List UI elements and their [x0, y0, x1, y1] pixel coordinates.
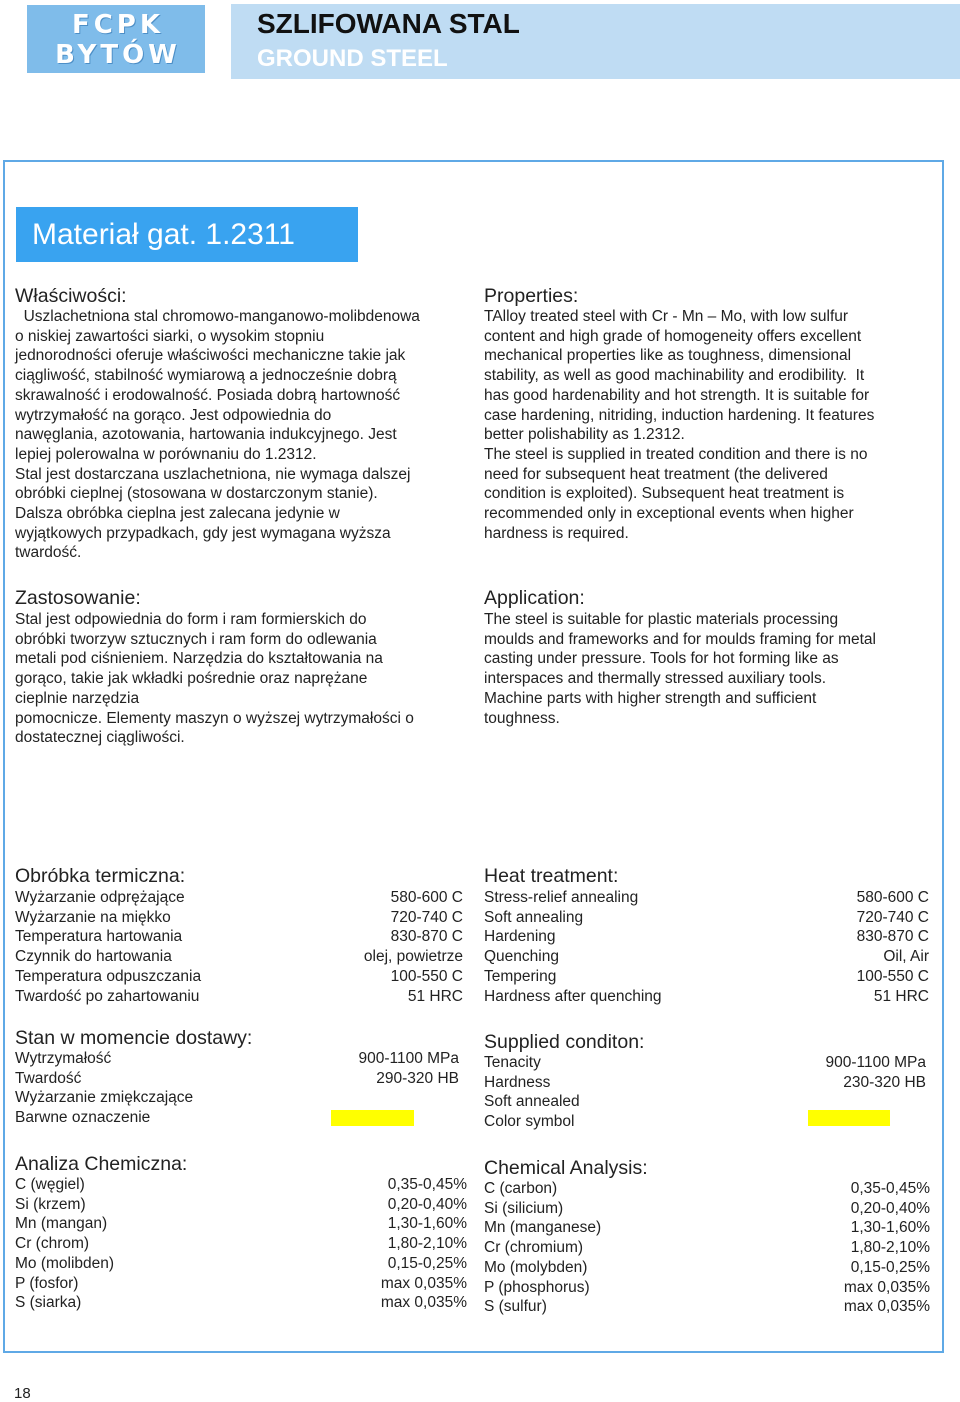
table-row [15, 1069, 459, 1089]
row-label: Soft annealing [484, 908, 584, 926]
text-line: better polishability as 1.2312. [484, 426, 685, 444]
row-value: 0,15-0,25% [850, 1258, 930, 1276]
row-label: Hardness [484, 1073, 551, 1091]
row-label: Wytrzymałość [15, 1050, 112, 1067]
table-row [15, 1234, 467, 1254]
pl-heat-heading: Obróbka termiczna: [15, 865, 186, 887]
text-line: gorąco, takie jak wkładki pośrednie oraz naprężane [15, 670, 368, 688]
row-label: Soft annealed [484, 1093, 580, 1111]
text-line: interspaces and thermally stressed auxiliary tools. [484, 670, 827, 688]
row-value: 51 HRC [407, 987, 463, 1005]
row-label: Quenching [484, 948, 559, 966]
text-line: hardness is required. [484, 524, 629, 542]
pl-application-heading: Zastosowanie: [15, 587, 141, 609]
row-value: 0,15-0,25% [387, 1254, 467, 1272]
row-value: max 0,035% [380, 1274, 467, 1292]
text-line: ciągliwość, stabilność wymiarową a jednocześnie dobrą [15, 367, 397, 385]
material-label: Materiał gat. 1.2311 [16, 207, 358, 262]
text-line: o niskiej zawartości siarki, o wysokim stopniu [15, 327, 325, 345]
text-line: recommended only in exceptional events when higher [484, 505, 854, 523]
text-line: has good hardenability and hot strength. It is suitable for [484, 386, 870, 404]
row-value: 720-740 C [390, 908, 463, 926]
text-line: Stal jest dostarczana uszlachetniona, nie wymaga dalszej [15, 465, 411, 483]
row-label: Hardening [484, 928, 556, 946]
pl-supply-heading: Stan w momencie dostawy: [15, 1027, 253, 1049]
row-value: 1,80-2,10% [387, 1235, 467, 1253]
row-value: max 0,035% [843, 1298, 930, 1316]
text-line: obróbki tworzyw sztucznych i ram form do odlewania [15, 630, 377, 648]
row-value: 900-1100 MPa [825, 1054, 926, 1071]
table-row [15, 1049, 459, 1069]
en-color-symbol [808, 1110, 890, 1126]
page-subtitle: GROUND STEEL [257, 45, 448, 72]
text-line: Uszlachetniona stal chromowo-manganowo-molibdenowa [15, 308, 420, 325]
table-row [484, 987, 929, 1007]
row-value: 0,20-0,40% [850, 1199, 930, 1217]
pl-properties-text [15, 307, 475, 563]
row-value: 0,20-0,40% [387, 1195, 467, 1213]
row-label: P (phosphorus) [484, 1278, 590, 1296]
en-application-text [484, 610, 934, 728]
pl-chem-table [15, 1175, 467, 1313]
row-value: 100-550 C [856, 967, 929, 985]
text-line: moulds and frameworks and for moulds framing for metal [484, 630, 876, 648]
row-label: Stress-relief annealing [484, 889, 639, 906]
page-title: SZLIFOWANA STAL [257, 8, 520, 39]
row-label: Twardość [15, 1069, 82, 1087]
text-line: twardość. [15, 544, 82, 562]
text-line: content and high grade of homogeneity offers excellent [484, 327, 862, 345]
text-line: dostatecznej ciągliwości. [15, 729, 185, 747]
pl-application-text [15, 610, 475, 748]
table-row [15, 1254, 467, 1274]
text-line: mechanical properties like as toughness, dimensional [484, 347, 852, 365]
text-line: pomocnicze. Elementy maszyn o wyższej wytrzymałości o [15, 709, 414, 727]
en-chem-table [484, 1179, 930, 1317]
table-row [15, 927, 463, 947]
text-line: The steel is supplied in treated condition and there is no [484, 445, 868, 463]
row-value: 580-600 C [390, 889, 463, 906]
table-row [15, 1214, 467, 1234]
text-line: nawęglania, azotowania, hartowania indukcyjnego. Jest [15, 426, 397, 444]
text-line: casting under pressure. Tools for hot forming like as [484, 650, 839, 668]
row-label: S (sulfur) [484, 1298, 547, 1316]
table-row [15, 1293, 467, 1313]
table-row [484, 1258, 930, 1278]
pl-color-symbol [331, 1110, 414, 1126]
text-line: need for subsequent heat treatment (the delivered [484, 465, 828, 483]
text-line: condition is exploited). Subsequent heat treatment is [484, 485, 845, 503]
row-label: Mn (mangan) [15, 1215, 108, 1233]
text-line: Dalsza obróbka cieplna jest zalecana jedynie w [15, 505, 340, 523]
table-row [484, 1179, 930, 1199]
row-label: Temperatura hartowania [15, 928, 183, 946]
row-label: Si (krzem) [15, 1195, 86, 1213]
text-line: metali pod ciśnieniem. Narzędzia do kształtowania na [15, 650, 383, 668]
row-value: 290-320 HB [376, 1069, 459, 1087]
row-label: Mn (manganese) [484, 1219, 602, 1237]
text-line: wyjątkowych przypadkach, gdy jest wymagana wyższa [15, 524, 391, 542]
row-value: 1,80-2,10% [850, 1239, 930, 1257]
table-row [484, 888, 929, 908]
row-value: Oil, Air [883, 948, 929, 966]
table-row [484, 1073, 926, 1093]
table-row [484, 1238, 930, 1258]
pl-properties-heading: Właściwości: [15, 285, 127, 307]
table-row [15, 1175, 467, 1195]
row-value: 0,35-0,45% [850, 1180, 930, 1197]
row-value: max 0,035% [380, 1294, 467, 1312]
pl-heat-table [15, 888, 463, 1006]
text-line: Stal jest odpowiednia do form i ram formierskich do [15, 611, 367, 628]
pl-chem-heading: Analiza Chemiczna: [15, 1153, 188, 1175]
table-row [484, 1199, 930, 1219]
row-label: Mo (molibden) [15, 1254, 115, 1272]
text-line: wytrzymałość na gorąco. Jest odpowiednia do [15, 406, 332, 424]
row-label: Si (silicium) [484, 1199, 564, 1217]
row-value: 580-600 C [856, 889, 929, 906]
table-row [484, 1297, 930, 1317]
text-line: skrawalność i erodowalność. Posiada dobrą hartowność [15, 386, 401, 404]
row-label: Twardość po zahartowaniu [15, 987, 200, 1005]
table-row [15, 947, 463, 967]
table-row [15, 987, 463, 1007]
row-value: 0,35-0,45% [387, 1176, 467, 1193]
row-label: Wyżarzanie na miękko [15, 908, 171, 926]
en-properties-heading: Properties: [484, 285, 579, 307]
en-heat-heading: Heat treatment: [484, 865, 619, 887]
row-value: 900-1100 MPa [358, 1050, 459, 1067]
en-heat-table [484, 888, 929, 1006]
row-value: 1,30-1,60% [850, 1219, 930, 1237]
table-row [15, 967, 463, 987]
row-value: 830-870 C [390, 928, 463, 946]
table-row [484, 1278, 930, 1298]
row-value: 230-320 HB [843, 1073, 926, 1091]
row-label: Cr (chrom) [15, 1235, 90, 1253]
row-label: Color symbol [484, 1113, 575, 1131]
row-label: Tenacity [484, 1054, 541, 1071]
row-label: C (carbon) [484, 1180, 558, 1197]
table-row [484, 947, 929, 967]
row-value: 51 HRC [873, 987, 929, 1005]
row-label: Wyżarzanie zmiękczające [15, 1089, 194, 1107]
row-value: 830-870 C [856, 928, 929, 946]
logo-text-line2: BYTÓW [55, 40, 181, 70]
row-label: S (siarka) [15, 1294, 82, 1312]
row-label: P (fosfor) [15, 1274, 79, 1292]
table-row [484, 908, 929, 928]
row-label: Wyżarzanie odprężające [15, 889, 185, 906]
row-label: Barwne oznaczenie [15, 1109, 151, 1127]
row-value: 720-740 C [856, 908, 929, 926]
row-value: olej, powietrze [363, 948, 463, 966]
text-line: toughness. [484, 709, 560, 727]
row-value: max 0,035% [843, 1278, 930, 1296]
row-label: C (węgiel) [15, 1176, 85, 1193]
en-supply-heading: Supplied conditon: [484, 1031, 645, 1053]
row-label: Hardness after quenching [484, 987, 662, 1005]
table-row [484, 1218, 930, 1238]
text-line: jednorodności oferuje właściwości mechaniczne takie jak [15, 347, 406, 365]
table-row [484, 967, 929, 987]
table-row [484, 1053, 926, 1073]
text-line: Machine parts with higher strength and sufficient [484, 689, 817, 707]
row-label: Mo (molybden) [484, 1258, 588, 1276]
text-line: obróbki cieplnej (stosowana w dostarczonym stanie). [15, 485, 378, 503]
row-label: Cr (chromium) [484, 1239, 584, 1257]
en-properties-text [484, 307, 934, 543]
row-value: 1,30-1,60% [387, 1215, 467, 1233]
page-number: 18 [14, 1385, 31, 1402]
logo-text-line1: FCPK [71, 10, 165, 40]
table-row [484, 927, 929, 947]
en-application-heading: Application: [484, 587, 585, 609]
text-line: stability, as well as good machinability and erodibility. It [484, 367, 865, 385]
table-row [15, 1195, 467, 1215]
row-label: Czynnik do hartowania [15, 948, 172, 966]
table-row [15, 908, 463, 928]
text-line: cieplnie narzędzia [15, 689, 140, 707]
table-row [15, 1274, 467, 1294]
table-row [15, 888, 463, 908]
text-line: TAlloy treated steel with Cr - Mn – Mo, with low sulfur [484, 308, 849, 325]
text-line: lepiej polerowalna w porównaniu do 1.2312. [15, 445, 317, 463]
en-chem-heading: Chemical Analysis: [484, 1157, 648, 1179]
row-label: Temperatura odpuszczania [15, 967, 202, 985]
row-value: 100-550 C [390, 967, 463, 985]
text-line: case hardening, nitriding, induction hardening. It features [484, 406, 875, 424]
row-label: Tempering [484, 967, 557, 985]
table-row [15, 1088, 459, 1108]
text-line: The steel is suitable for plastic materials processing [484, 611, 839, 628]
